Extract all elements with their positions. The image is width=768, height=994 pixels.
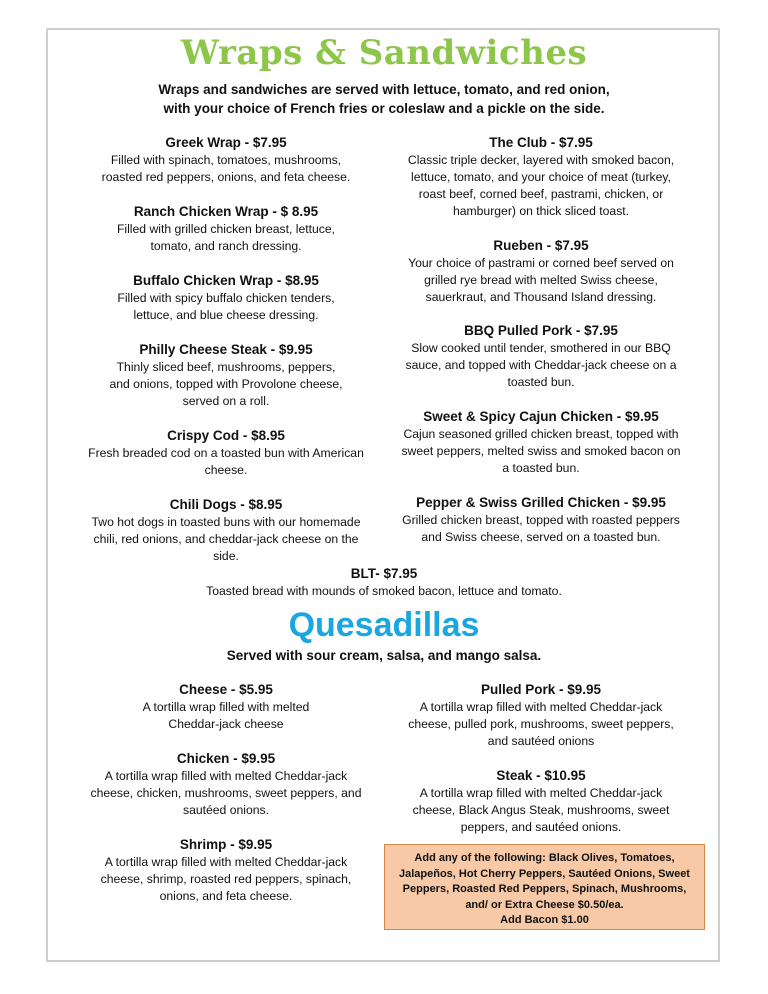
menu-item bbox=[392, 237, 690, 306]
menu-item-name: Cheese - $5.95 bbox=[179, 682, 273, 697]
menu-item-desc-line: Thinly sliced beef, mushrooms, peppers, bbox=[116, 360, 336, 374]
menu-item-desc-line: a toasted bun. bbox=[502, 461, 580, 475]
menu-item-desc-line: served on a roll. bbox=[182, 394, 270, 408]
menu-item-name: Crispy Cod - $8.95 bbox=[167, 428, 285, 443]
menu-item-name: Sweet & Spicy Cajun Chicken - $9.95 bbox=[423, 409, 659, 424]
menu-item-desc-line: A tortilla wrap filled with melted Cheddar-jack bbox=[419, 700, 663, 714]
menu-item-desc-line: roasted red peppers, onions, and feta cheese. bbox=[101, 170, 351, 184]
wraps-intro-line-1: Wraps and sandwiches are served with lettuce, tomato, and red onion, bbox=[158, 82, 610, 97]
menu-item-name: Chili Dogs - $8.95 bbox=[169, 497, 283, 512]
menu-item-desc-line: Classic triple decker, layered with smoked bacon, bbox=[407, 153, 675, 167]
menu-item-desc-line: lettuce, and blue cheese dressing. bbox=[133, 308, 319, 322]
menu-item-name: Chicken - $9.95 bbox=[176, 751, 276, 766]
menu-item-name: Pepper & Swiss Grilled Chicken - $9.95 bbox=[416, 495, 666, 510]
menu-item-desc-line: sauce, and topped with Cheddar-jack cheese on a bbox=[405, 358, 677, 372]
menu-item bbox=[392, 494, 690, 546]
menu-item-desc-line: Filled with grilled chicken breast, lettuce, bbox=[116, 222, 336, 236]
menu-item-desc-line: Cajun seasoned grilled chicken breast, topped with bbox=[403, 427, 679, 441]
menu-item-desc-line: Slow cooked until tender, smothered in our BBQ bbox=[411, 341, 671, 355]
menu-item-desc-line: Your choice of pastrami or corned beef served on bbox=[408, 256, 674, 270]
wraps-section-title: Wraps & Sandwiches bbox=[180, 33, 588, 73]
menu-item-name: Pulled Pork - $9.95 bbox=[480, 682, 602, 697]
menu-item-desc-line: side. bbox=[213, 549, 239, 563]
menu-item-desc-line: A tortilla wrap filled with melted Cheddar-jack bbox=[419, 786, 663, 800]
menu-item-desc-line: Fresh breaded cod on a toasted bun with American bbox=[88, 446, 364, 460]
menu-item bbox=[392, 681, 690, 750]
add-ons-box bbox=[384, 844, 705, 930]
menu-item-name: Rueben - $7.95 bbox=[493, 238, 589, 253]
menu-item-desc-line: Toasted bread with mounds of smoked bacon, lettuce and tomato. bbox=[206, 584, 562, 598]
menu-item-desc-line: and Swiss cheese, served on a toasted bun. bbox=[421, 530, 661, 544]
menu-item-desc-line: cheese, shrimp, roasted red peppers, spinach, bbox=[100, 872, 352, 886]
menu-item-desc-line: and onions, topped with Provolone cheese, bbox=[109, 377, 343, 391]
menu-item-desc-line: lettuce, tomato, and your choice of meat (turkey, bbox=[411, 170, 671, 184]
menu-item-desc-line: A tortilla wrap filled with melted Cheddar-jack bbox=[104, 769, 348, 783]
menu-item-name: Philly Cheese Steak - $9.95 bbox=[139, 342, 313, 357]
menu-item bbox=[78, 341, 374, 410]
menu-item bbox=[392, 767, 690, 836]
menu-item-desc-line: sauerkraut, and Thousand Island dressing. bbox=[425, 290, 657, 304]
menu-item bbox=[78, 203, 374, 255]
menu-item-blt bbox=[0, 565, 768, 600]
menu-item-desc-line: A tortilla wrap filled with melted bbox=[142, 700, 310, 714]
menu-item-desc-line: A tortilla wrap filled with melted Cheddar-jack bbox=[104, 855, 348, 869]
menu-item-desc-line: cheese, pulled pork, mushrooms, sweet peppers, bbox=[408, 717, 674, 731]
menu-item bbox=[78, 496, 374, 565]
menu-item bbox=[78, 681, 374, 733]
menu-item-desc-line: grilled rye bread with melted Swiss cheese, bbox=[424, 273, 658, 287]
menu-item-desc-line: Grilled chicken breast, topped with roasted peppers bbox=[402, 513, 680, 527]
menu-item-desc-line: cheese, Black Angus Steak, mushrooms, sweet bbox=[412, 803, 670, 817]
menu-item-desc-line: roast beef, corned beef, pastrami, chicken, or bbox=[418, 187, 664, 201]
menu-item-desc-line: tomato, and ranch dressing. bbox=[150, 239, 302, 253]
add-ons-line: Jalapeños, Hot Cherry Peppers, Sautéed Onions, Sweet bbox=[399, 867, 690, 880]
menu-item bbox=[78, 272, 374, 324]
menu-item-desc-line: peppers, and sautéed onions. bbox=[460, 820, 622, 834]
menu-item-desc-line: toasted bun. bbox=[507, 375, 575, 389]
menu-item-name: Buffalo Chicken Wrap - $8.95 bbox=[133, 273, 319, 288]
menu-item-desc-line: Filled with spinach, tomatoes, mushrooms, bbox=[110, 153, 342, 167]
add-ons-line: Add Bacon $1.00 bbox=[500, 914, 589, 926]
menu-item-desc-line: cheese, chicken, mushrooms, sweet peppers, and bbox=[90, 786, 362, 800]
menu-item bbox=[392, 408, 690, 477]
menu-item-desc-line: hamburger) on thick sliced toast. bbox=[452, 204, 630, 218]
menu-item bbox=[78, 427, 374, 479]
wraps-intro-line-2: with your choice of French fries or coleslaw and a pickle on the side. bbox=[163, 101, 605, 116]
menu-item-desc-line: cheese. bbox=[204, 463, 248, 477]
menu-item-name: BBQ Pulled Pork - $7.95 bbox=[464, 323, 618, 338]
menu-item bbox=[78, 750, 374, 819]
menu-item-name: Shrimp - $9.95 bbox=[179, 837, 273, 852]
add-ons-line: Add any of the following: Black Olives, Tomatoes, bbox=[414, 852, 675, 864]
add-ons-line: Peppers, Roasted Red Peppers, Spinach, Mushrooms, bbox=[402, 883, 687, 895]
menu-item-desc-line: sweet peppers, melted swiss and smoked bacon on bbox=[401, 444, 681, 458]
menu-item-name: The Club - $7.95 bbox=[489, 135, 593, 150]
menu-item-desc-line: sautéed onions. bbox=[182, 803, 270, 817]
add-ons-line: and/ or Extra Cheese $0.50/ea. bbox=[465, 898, 624, 911]
menu-item bbox=[78, 134, 374, 186]
quesadillas-section-title: Quesadillas bbox=[288, 606, 480, 644]
menu-item-name: Steak - $10.95 bbox=[496, 768, 586, 783]
menu-item bbox=[392, 134, 690, 220]
menu-item-name: BLT- $7.95 bbox=[350, 566, 418, 581]
menu-item-name: Ranch Chicken Wrap - $ 8.95 bbox=[133, 204, 319, 219]
menu-item-desc-line: onions, and feta cheese. bbox=[159, 889, 293, 903]
quesadillas-intro: Served with sour cream, salsa, and mango salsa. bbox=[226, 648, 542, 663]
menu-item-desc-line: Two hot dogs in toasted buns with our homemade bbox=[91, 515, 361, 529]
menu-item bbox=[392, 322, 690, 391]
menu-item-desc-line: Cheddar-jack cheese bbox=[168, 717, 284, 731]
menu-item-desc-line: chili, red onions, and cheddar-jack cheese on the bbox=[93, 532, 359, 546]
menu-item-desc-line: Filled with spicy buffalo chicken tenders, bbox=[117, 291, 335, 305]
menu-item-desc-line: and sautéed onions bbox=[487, 734, 595, 748]
menu-item bbox=[78, 836, 374, 905]
menu-item-name: Greek Wrap - $7.95 bbox=[165, 135, 287, 150]
